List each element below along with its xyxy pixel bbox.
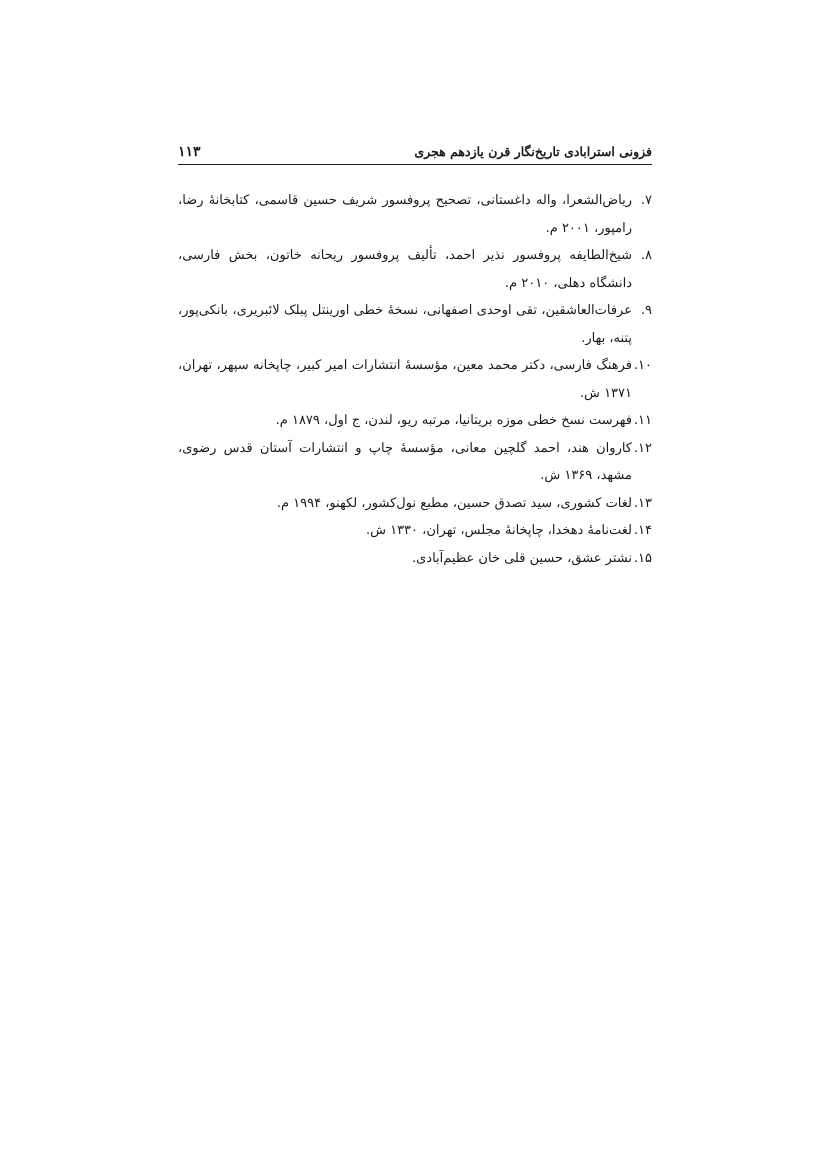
reference-item (178, 545, 652, 573)
reference-text: ریاض‌الشعرا، واله داغستانی، تصحیح پروفسور شریف حسین قاسمی، کتابخانهٔ رضا، رامپور، ۲۰۰۱ م. (178, 193, 632, 236)
header-title: فزونی استرابادی تاریخ‌نگار قرن یازدهم هجری (414, 144, 652, 159)
reference-number: ۹. (640, 303, 652, 318)
reference-text: لغت‌نامهٔ دهخدا، چاپخانهٔ مجلس، تهران، ۱۳۳۰ ش. (365, 523, 632, 538)
reference-item (178, 242, 652, 297)
reference-text: عرفات‌العاشقین، تقی اوحدی اصفهانی، نسخهٔ خطی اورینتل پبلک لائبریری، بانکی‌پور، پتنه، بهار. (178, 303, 632, 346)
page-number: ۱۱۳ (178, 144, 201, 160)
reference-text: نشتر عشق، حسین قلی خان عظیم‌آبادی. (412, 550, 632, 566)
reference-number: ۱۱. (633, 413, 652, 428)
reference-number: ۸. (640, 248, 652, 263)
reference-text: فرهنگ فارسی، دکتر محمد معین، مؤسسهٔ انتشارات امیر کبیر، چاپخانه سپهر، تهران، ۱۳۷۱ ش. (178, 358, 632, 401)
reference-text: شیخ‌الطایفه پروفسور نذیر احمد، تألیف پروفسور ریحانه خاتون، بخش فارسی، دانشگاه دهلی، ۲۰۱۰ م. (178, 248, 632, 291)
reference-item (178, 187, 652, 242)
running-header (178, 140, 652, 165)
reference-list (178, 187, 652, 572)
reference-item (178, 352, 652, 407)
reference-item (178, 407, 652, 435)
reference-text: لغات کشوری، سید تصدق حسین، مطبع نول‌کشور، لکهنو، ۱۹۹۴ م. (276, 495, 632, 511)
reference-number: ۱۴. (633, 523, 652, 538)
document-page (178, 140, 652, 572)
reference-text: کاروان هند، احمد گلچین معانی، مؤسسهٔ چاپ و انتشارات آستان قدس رضوی، مشهد، ۱۳۶۹ ش. (178, 440, 632, 483)
reference-number: ۱۳. (633, 495, 652, 511)
reference-item (178, 517, 652, 545)
reference-number: ۱۵. (633, 550, 652, 566)
reference-text: فهرست نسخ خطی موزه بریتانیا، مرتبه ریو، لندن، ج اول، ۱۸۷۹ م. (275, 413, 632, 428)
reference-number: ۱۰. (633, 358, 652, 373)
reference-item (178, 490, 652, 518)
reference-number: ۱۲. (633, 440, 652, 456)
reference-item (178, 435, 652, 490)
reference-item (178, 297, 652, 352)
reference-number: ۷. (640, 193, 652, 208)
